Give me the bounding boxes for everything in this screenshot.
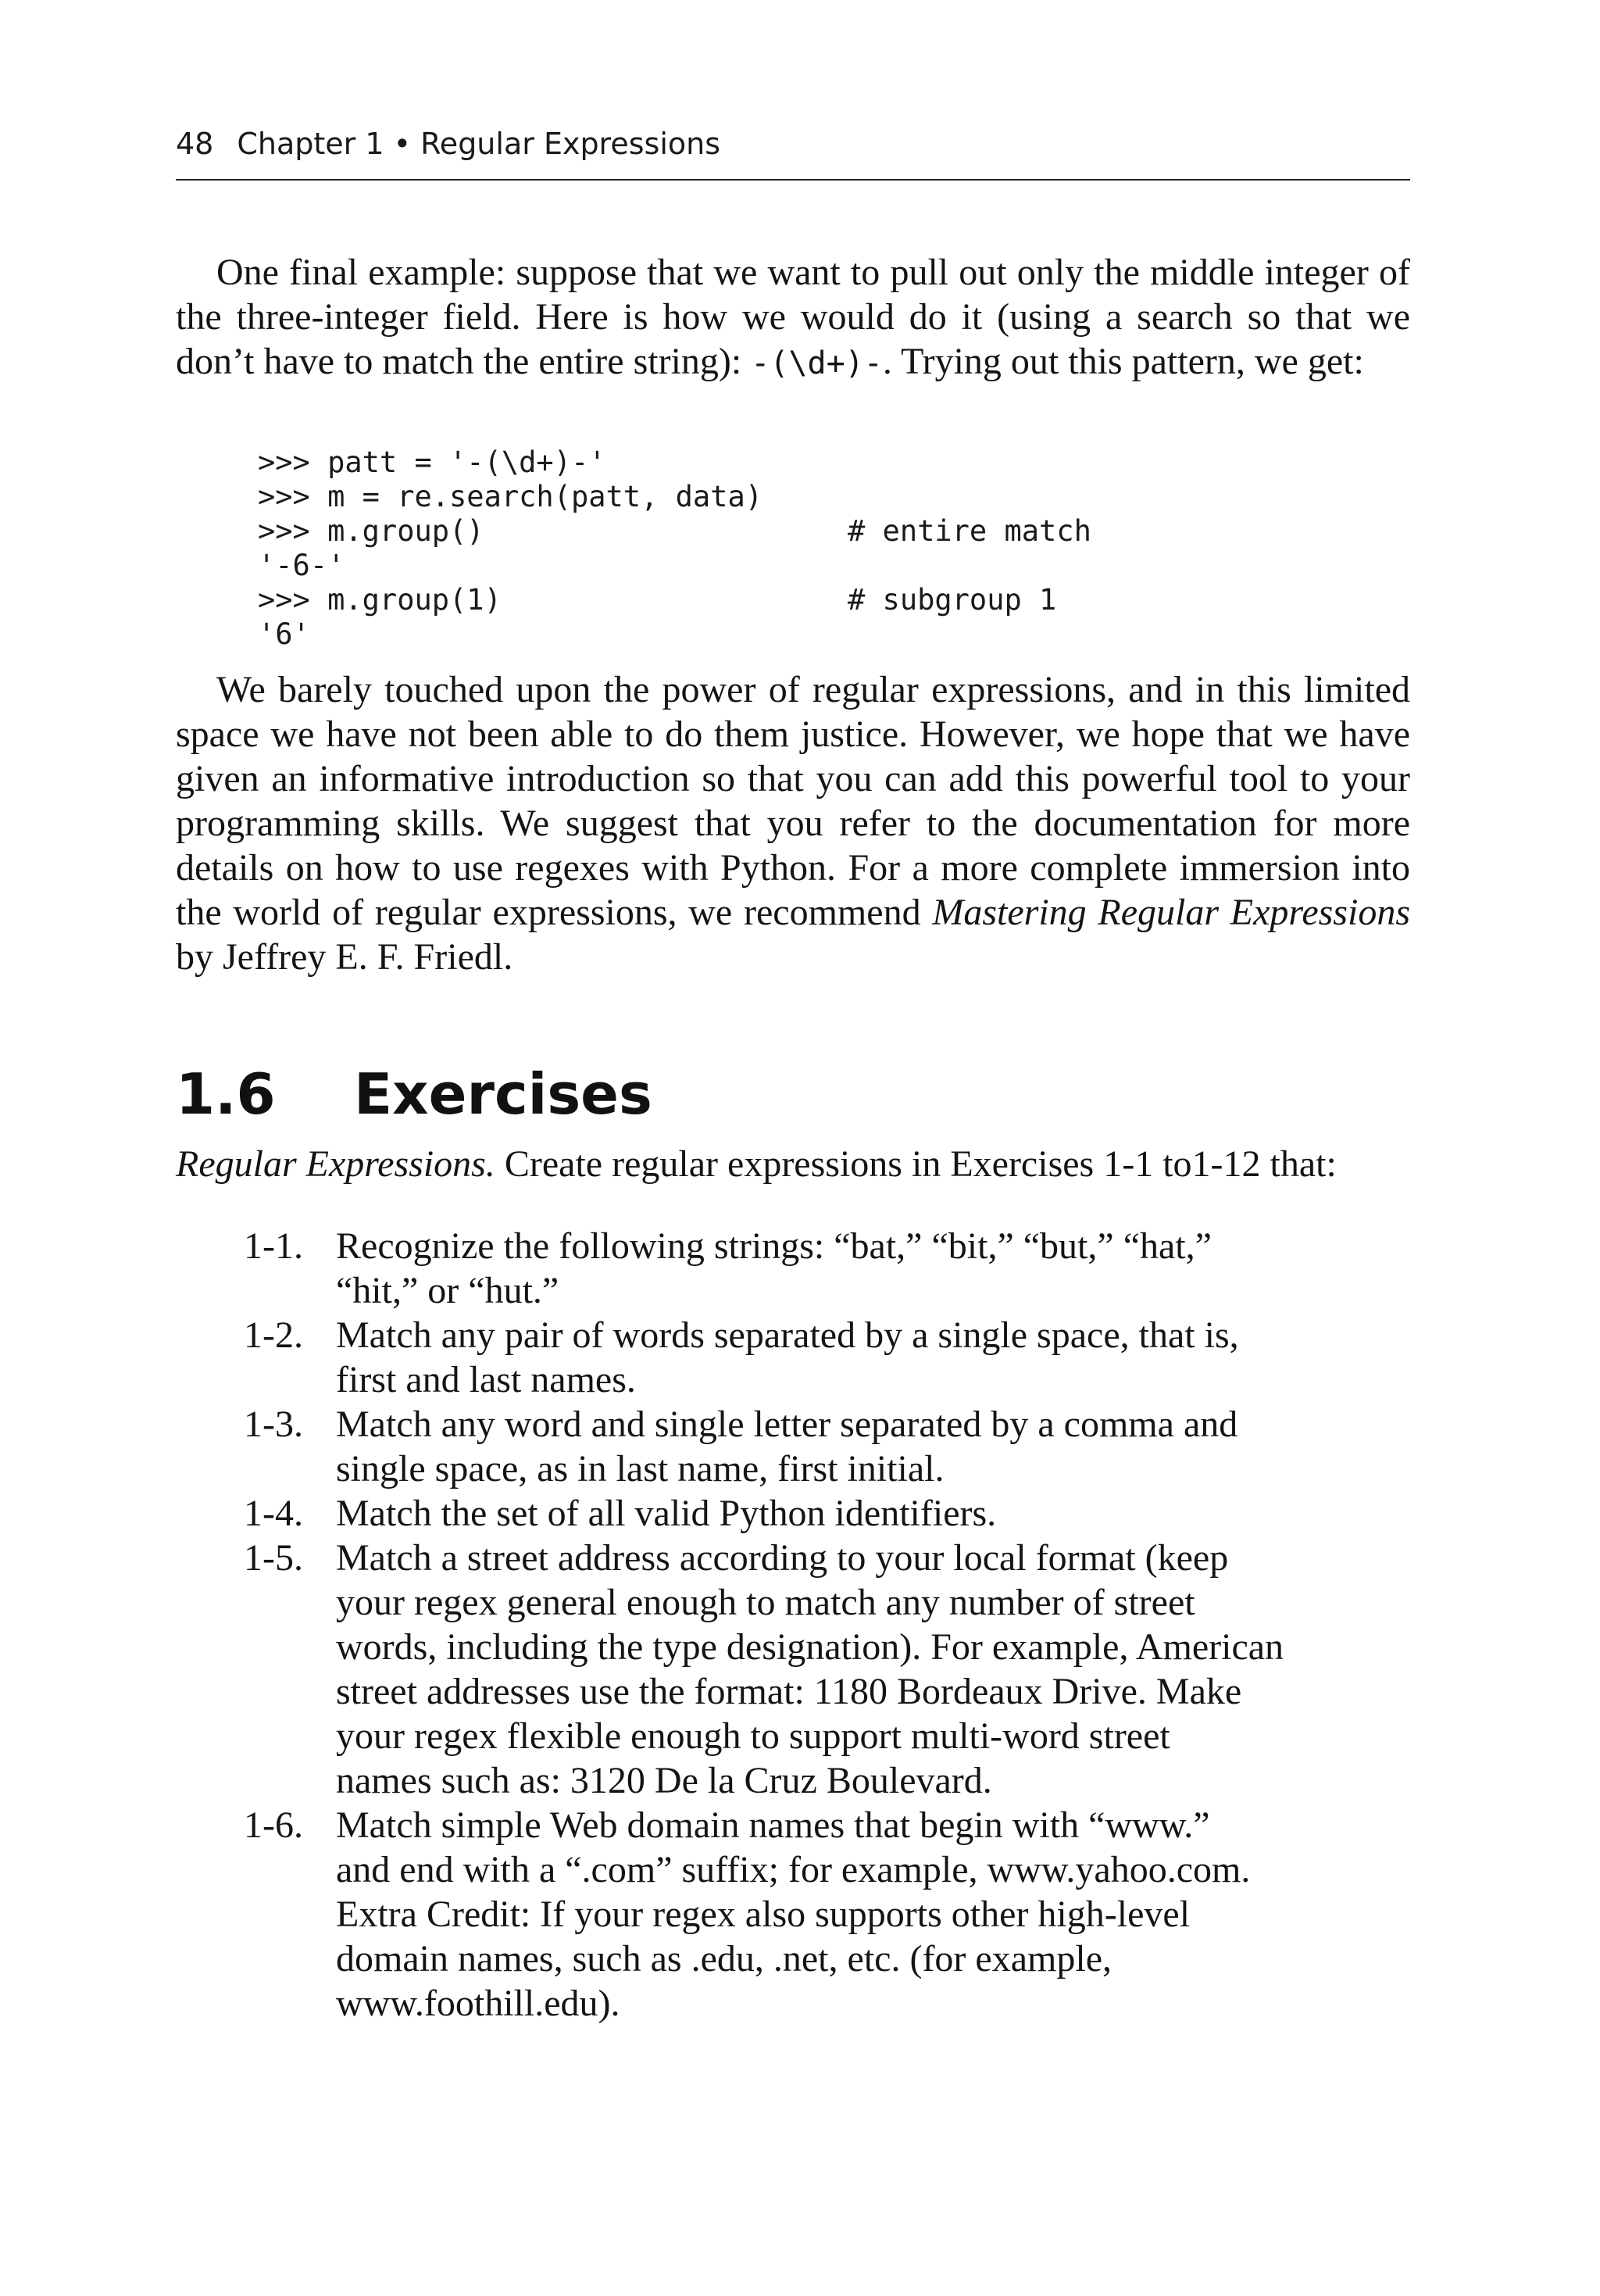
- code-block: [258, 445, 1352, 652]
- chapter-title: Chapter 1 • Regular Expressions: [237, 127, 721, 161]
- header-rule: [176, 179, 1410, 181]
- exercise-number: 1-6.: [244, 1804, 303, 1846]
- exercise-item: 1-3. Match any word and single letter separated by a comma and single space, as in last name, first initial.: [244, 1404, 1238, 1490]
- code-comment: # entire match: [848, 514, 1091, 548]
- section-number: 1.6: [176, 1061, 276, 1127]
- code-line: >>> m = re.search(patt, data): [258, 480, 763, 513]
- exercise-item: 1-2. Match any pair of words separated by a single space, that is, first and last names.: [244, 1314, 1239, 1400]
- exercise-number: 1-4.: [244, 1493, 303, 1534]
- exercise-number: 1-2.: [244, 1314, 303, 1356]
- code-line: '6': [258, 617, 310, 651]
- code-line: '-6-': [258, 549, 345, 582]
- exercise-number: 1-5.: [244, 1537, 303, 1579]
- section-title: Exercises: [354, 1061, 652, 1127]
- code-line: >>> patt = '-(\d+)-': [258, 445, 606, 479]
- exercise-item: 1-5. Match a street address according to your local format (keep your regex general enough to match any number of street words, including the type designation). For example, American street addresses use the format: 1180 Bordeaux Drive. Make your regex flexible enough to support multi-word street names such as: 3120 De la Cruz Boulevard.: [244, 1537, 1284, 1801]
- exercise-number: 1-3.: [244, 1404, 303, 1445]
- exercise-item: 1-6. Match simple Web domain names that begin with “www.” and end with a “.com” suffix; for example, www.yahoo.com. Extra Credit: If your regex also supports other high-level domain names, such as .edu, .net, etc. (for example, www.foothill.edu).: [244, 1804, 1251, 2024]
- inline-code-pattern: -(\d+)-: [751, 345, 883, 381]
- exercise-list: [244, 1224, 1353, 2026]
- page-number: 48: [176, 127, 214, 161]
- paragraph-final-example: One final example: suppose that we want to pull out only the middle integer of the three-integer field. Here is how we would do it (using a search so that we don’t have to match the entire string): -(\d+)-. Trying out this pattern, we get:: [176, 252, 1410, 382]
- exercise-number: 1-1.: [244, 1225, 303, 1267]
- intro-lead: Regular Expressions.: [176, 1143, 495, 1185]
- code-line: >>> m.group(1) # subgroup 1: [258, 583, 1057, 617]
- paragraph-summary: We barely touched upon the power of regular expressions, and in this limited space we have not been able to do them justice. However, we hope that we have given an informative introduction so that you can add this powerful tool to your programming skills. We suggest that you refer to the documentation for more details on how to use regexes with Python. For a more complete immersion into the world of regular expressions, we recommend Mastering Regular Expressions by Jeffrey E. F. Friedl.: [176, 669, 1411, 978]
- running-head: [176, 125, 1410, 163]
- section-heading: [176, 1060, 1410, 1128]
- code-comment: # subgroup 1: [848, 583, 1057, 617]
- exercises-intro: Regular Expressions. Create regular expressions in Exercises 1-1 to1-12 that:: [176, 1143, 1337, 1185]
- code-line: >>> m.group() # entire match: [258, 514, 1091, 548]
- exercise-item: 1-1. Recognize the following strings: “bat,” “bit,” “but,” “hat,” “hit,” or “hut.”: [244, 1225, 1212, 1311]
- book-title: Mastering Regular Expressions: [932, 892, 1411, 933]
- exercise-item: 1-4. Match the set of all valid Python identifiers.: [244, 1493, 997, 1534]
